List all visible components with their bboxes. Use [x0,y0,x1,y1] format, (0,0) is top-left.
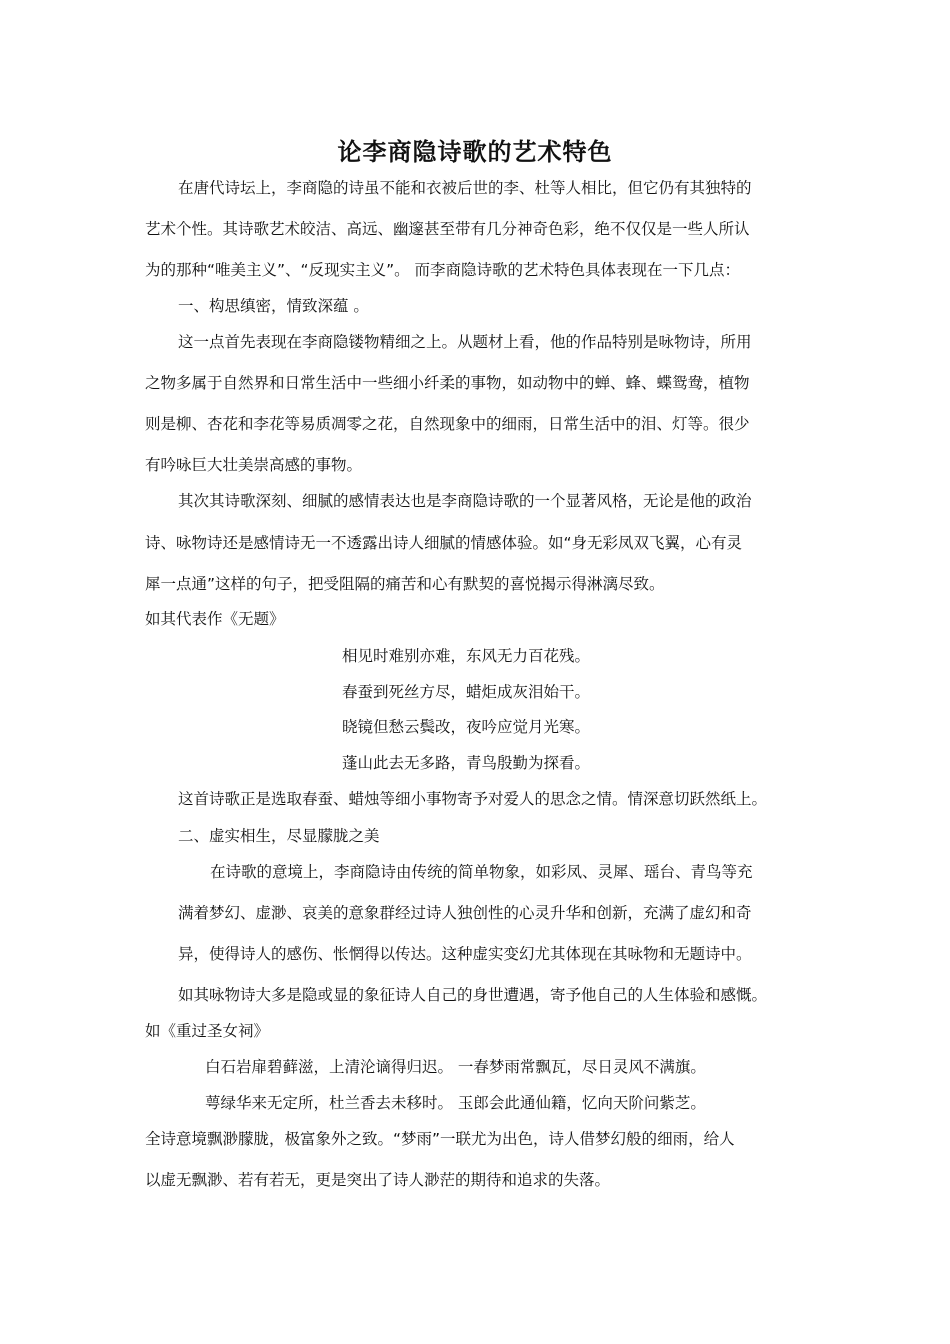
paragraph-line: 以虚无飘渺、若有若无，更是突出了诗人渺茫的期待和追求的失落。 [145,1171,611,1189]
paragraph-line: 犀一点通”这样的句子，把受阻隔的痛苦和心有默契的喜悦揭示得淋漓尽致。 [145,575,665,593]
paragraph-line: 如《重过圣女祠》 [145,1022,270,1040]
paragraph-line: 这一点首先表现在李商隐镂物精细之上。从题材上看，他的作品特别是咏物诗，所用 [178,333,752,351]
paragraph-line: 全诗意境飘渺朦胧，极富象外之致。“梦雨”一联尤为出色，诗人借梦幻般的细雨，给人 [145,1130,735,1148]
poem-line: 蓬山此去无多路，青鸟殷勤为探看。 [342,754,591,772]
paragraph-line: 如其咏物诗大多是隐或显的象征诗人自己的身世遭遇，寄予他自己的人生体验和感慨。 [178,986,768,1004]
poem-line: 白石岩扉碧藓滋，上清沦谪得归迟。 一春梦雨常飘瓦，尽日灵风不满旗。 [205,1058,706,1076]
paragraph-line: 诗、咏物诗还是感情诗无一不透露出诗人细腻的情感体验。如“身无彩凤双飞翼，心有灵 [145,534,743,552]
paragraph-line: 艺术个性。其诗歌艺术皎洁、高远、幽邃甚至带有几分神奇色彩，绝不仅仅是一些人所认 [145,220,750,238]
paragraph-line: 为的那种“唯美主义”、“反现实主义”。 而李商隐诗歌的艺术特色具体表现在一下几点： [145,261,741,279]
section-heading: 二、虚实相生，尽显朦胧之美 [178,827,380,845]
paragraph-line: 有吟咏巨大壮美崇高感的事物。 [145,456,363,474]
paragraph-line: 则是柳、杏花和李花等易质凋零之花，自然现象中的细雨，日常生活中的泪、灯等。很少 [145,415,750,433]
paragraph-line: 其次其诗歌深刻、细腻的感情表达也是李商隐诗歌的一个显著风格，无论是他的政治 [178,492,752,510]
page-title: 论李商隐诗歌的艺术特色 [337,138,613,166]
poem-line: 春蚕到死丝方尽，蜡炬成灰泪始干。 [342,683,591,701]
poem-line: 相见时难别亦难，东风无力百花残。 [342,647,591,665]
paragraph-line: 之物多属于自然界和日常生活中一些细小纤柔的事物，如动物中的蝉、蜂、蝶鸳鸯，植物 [145,374,750,392]
poem-line: 晓镜但愁云鬓改，夜吟应觉月光寒。 [342,718,591,736]
section-heading: 一、构思缜密，情致深蕴 。 [178,297,369,315]
paragraph-line: 异，使得诗人的感伤、怅惘得以传达。这种虚实变幻尤其体现在其咏物和无题诗中。 [178,945,752,963]
paragraph-line: 这首诗歌正是选取春蚕、蜡烛等细小事物寄予对爱人的思念之情。情深意切跃然纸上。 [178,790,768,808]
poem-line: 萼绿华来无定所，杜兰香去未移时。 玉郎会此通仙籍，忆向天阶问紫芝。 [205,1094,706,1112]
paragraph-line: 在诗歌的意境上，李商隐诗由传统的简单物象，如彩凤、灵犀、瑶台、青鸟等充 [210,863,753,881]
paragraph-line: 如其代表作《无题》 [145,610,285,628]
paragraph-line: 满着梦幻、虚渺、哀美的意象群经过诗人独创性的心灵升华和创新，充满了虚幻和奇 [178,904,752,922]
paragraph-line: 在唐代诗坛上，李商隐的诗虽不能和衣被后世的李、杜等人相比，但它仍有其独特的 [178,179,752,197]
